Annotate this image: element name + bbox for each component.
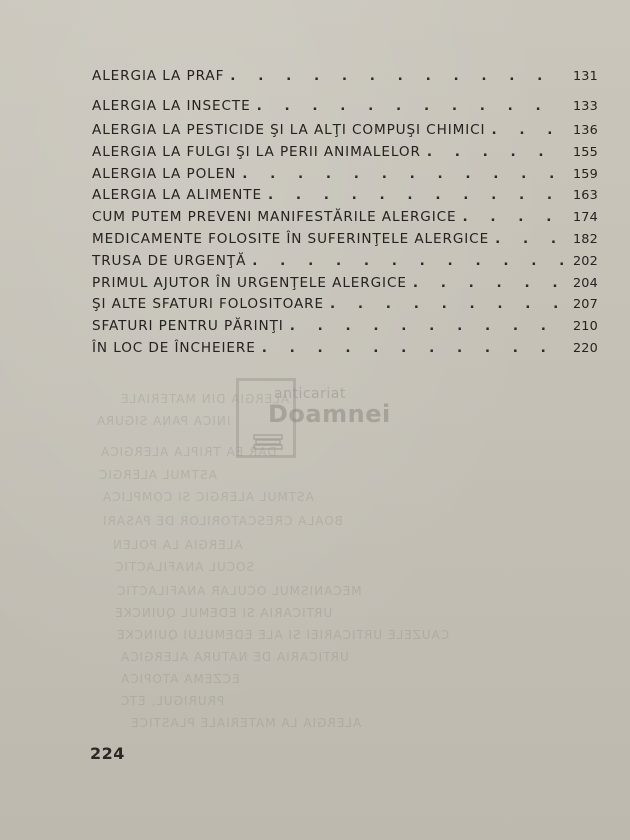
toc-entry <box>92 187 598 209</box>
toc-entry <box>92 68 598 98</box>
watermark-logo <box>236 378 406 462</box>
toc-entry <box>92 144 598 166</box>
toc-entry-page: 163 <box>572 188 598 204</box>
dot-leader <box>495 231 564 247</box>
toc-entry-page: 210 <box>572 319 598 335</box>
toc-entry <box>92 296 598 318</box>
table-of-contents <box>92 68 598 362</box>
toc-entry <box>92 231 598 253</box>
toc-entry-title: ALERGIA LA PRAF <box>92 68 225 84</box>
toc-entry-page: 159 <box>572 166 598 182</box>
books-icon <box>253 433 283 451</box>
dot-leader <box>242 166 564 182</box>
dot-leader <box>463 209 564 225</box>
toc-entry <box>92 209 598 231</box>
watermark-text-main: Doamnei <box>268 400 391 428</box>
toc-entry-title: SFATURI PENTRU PĂRINŢI <box>92 318 284 335</box>
toc-entry-title: MEDICAMENTE FOLOSITE ÎN SUFERINŢELE ALERGICE <box>92 230 490 247</box>
toc-entry-title: CUM PUTEM PREVENI MANIFESTĂRILE ALERGICE <box>92 209 457 226</box>
dot-leader <box>268 187 564 203</box>
toc-entry-title: ALERGIA LA ALIMENTE <box>92 187 262 204</box>
toc-entry-page: 174 <box>572 210 598 226</box>
toc-entry <box>92 98 598 122</box>
dot-leader <box>413 275 564 291</box>
toc-entry-title: PRIMUL AJUTOR ÎN URGENŢELE ALERGICE <box>92 274 407 291</box>
toc-entry-title: ŞI ALTE SFATURI FOLOSITOARE <box>92 296 324 313</box>
toc-entry <box>92 318 598 340</box>
toc-entry <box>92 166 598 188</box>
toc-entry <box>92 253 598 275</box>
toc-entry-title: ALERGIA LA POLEN <box>92 165 237 182</box>
toc-entry <box>92 275 598 297</box>
dot-leader <box>252 253 564 269</box>
dot-leader <box>230 68 564 84</box>
reverse-side-show-through: ALERGIA DIN MATERIALE INICA PANA SIGURA DAR EA TRIPLA ALERGICA ASTMUL ALERGIC ASTMUL ALERGIC SI COMPLICA BOALA CRESCATORILOR DE PASARI ALERGIA LA POLEN SOCUL ANAFILACTIC MECANISMUL OCULAR ANAFILACTIC URTICARIA SI EDEMUL QUINCKE CAUZELE URTICARIEI SI ALE EDEMULUI QUINCKE URTICARIA DE NATURA ALERGICA ECZEMA ATOPICA PRURIGUL, ETC ALERGIA LA MATERIALE PLASTICE <box>96 392 450 730</box>
toc-entry-page: 155 <box>572 144 598 160</box>
toc-entry-page: 204 <box>572 275 598 291</box>
toc-entry-page: 207 <box>572 297 598 313</box>
toc-entry-page: 133 <box>572 99 598 114</box>
watermark-text-top: anticariat <box>274 386 346 402</box>
toc-entry-page: 131 <box>572 69 598 84</box>
toc-entry <box>92 340 598 362</box>
dot-leader <box>427 144 564 160</box>
dot-leader <box>290 318 564 334</box>
toc-entry-page: 136 <box>572 123 598 138</box>
dot-leader <box>262 340 564 356</box>
toc-entry-page: 220 <box>572 340 598 356</box>
toc-entry-title: TRUSA DE URGENŢĂ <box>92 252 247 269</box>
toc-entry-title: ALERGIA LA INSECTE <box>92 98 251 114</box>
toc-entry-title: ALERGIA LA FULGI ŞI LA PERII ANIMALELOR <box>92 143 421 160</box>
dot-leader <box>491 122 564 138</box>
dot-leader <box>330 296 564 312</box>
page-number: 224 <box>90 744 125 763</box>
toc-entry-page: 202 <box>572 253 598 269</box>
toc-entry-title: ALERGIA LA PESTICIDE ŞI LA ALŢI COMPUŞI CHIMICI <box>92 122 486 138</box>
dot-leader <box>257 98 564 114</box>
toc-entry-title: ÎN LOC DE ÎNCHEIERE <box>92 339 256 356</box>
toc-entry-page: 182 <box>572 231 598 247</box>
toc-entry <box>92 122 598 144</box>
